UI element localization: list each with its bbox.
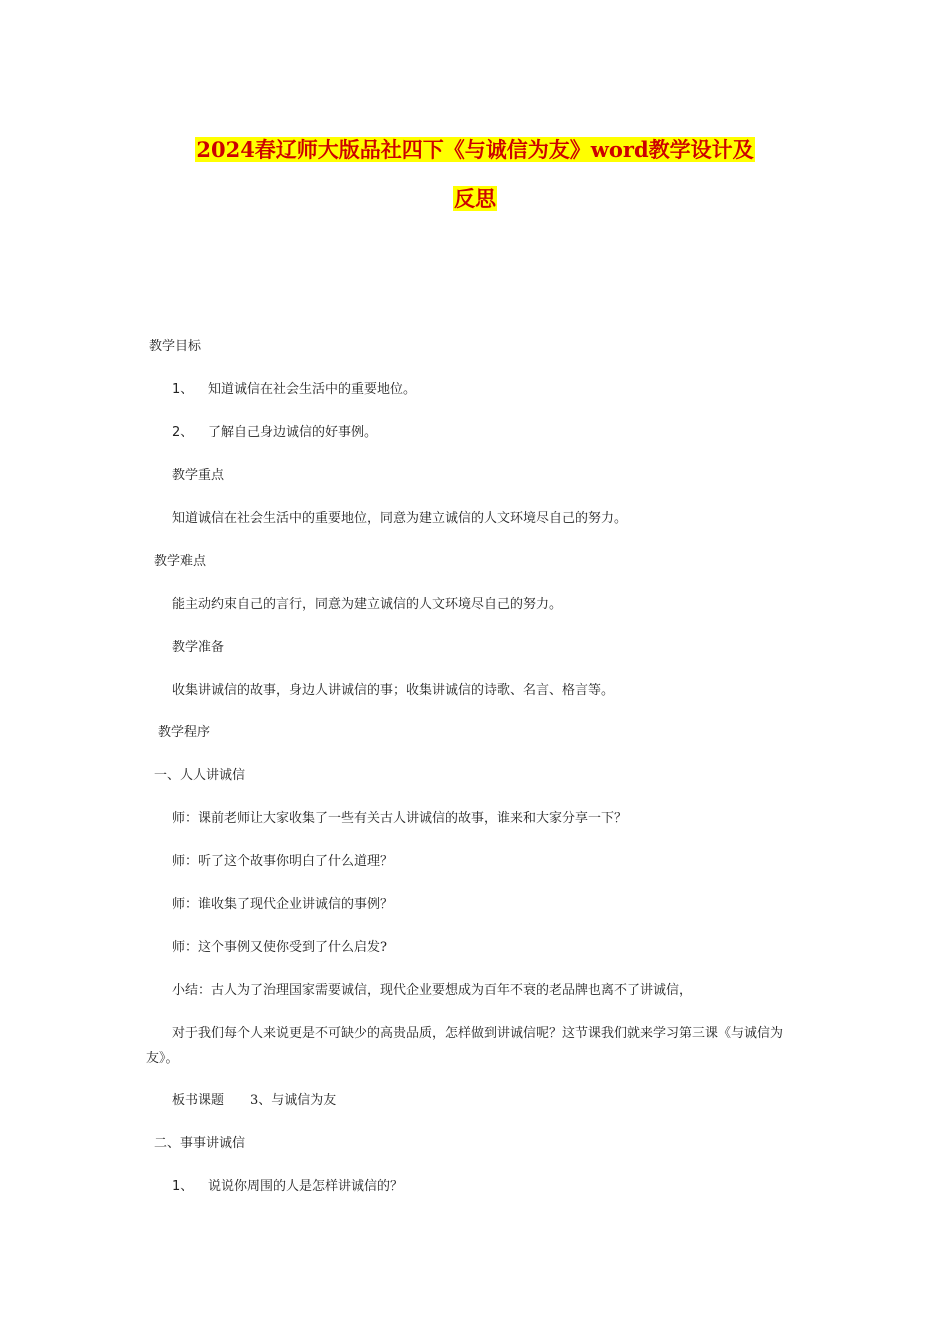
section-2-heading: 二、事事讲诚信	[154, 1136, 246, 1151]
section-2-item-1-number: 1、	[172, 1179, 194, 1194]
section-2-item-1-text: 说说你周围的人是怎样讲诚信的？	[208, 1179, 404, 1194]
board-title-line	[172, 1091, 336, 1111]
section-1-heading: 一、人人讲诚信	[154, 768, 246, 783]
section-1-paragraph: 对于我们每个人来说更是不可缺少的高贵品质，怎样做到讲诚信呢？这节课我们就来学习第三课《与诚信为友》。	[146, 1026, 784, 1066]
section-1-line-1: 师：课前老师让大家收集了一些有关古人讲诚信的故事，谁来和大家分享一下？	[172, 811, 628, 826]
board-title: 3、与诚信为友	[250, 1093, 337, 1108]
goal-item-2-text: 了解自己身边诚信的好事例。	[208, 425, 378, 440]
key-text: 知道诚信在社会生活中的重要地位，同意为建立诚信的人文环境尽自己的努力。	[172, 511, 628, 526]
key-heading: 教学重点	[172, 468, 225, 483]
goal-item-2	[172, 423, 377, 443]
goal-item-1-text: 知道诚信在社会生活中的重要地位。	[208, 382, 417, 397]
procedure-heading: 教学程序	[158, 725, 211, 740]
board-label: 板书课题	[172, 1093, 225, 1108]
difficulty-text: 能主动约束自己的言行，同意为建立诚信的人文环境尽自己的努力。	[172, 597, 563, 612]
section-2-item-1	[172, 1177, 403, 1197]
goal-heading: 教学目标	[149, 339, 202, 354]
goal-item-1	[172, 380, 416, 400]
section-1-line-4: 师：这个事例又使你受到了什么启发?	[172, 940, 387, 955]
prep-text: 收集讲诚信的故事，身边人讲诚信的事；收集讲诚信的诗歌、名言、格言等。	[172, 683, 615, 698]
prep-heading: 教学准备	[172, 640, 225, 655]
goal-item-2-number: 2、	[172, 425, 194, 440]
section-1-line-3: 师：谁收集了现代企业讲诚信的事例？	[172, 897, 394, 912]
difficulty-heading: 教学难点	[154, 554, 207, 569]
goal-item-1-number: 1、	[172, 382, 194, 397]
document-title-line-1: 2024春辽师大版品社四下《与诚信为友》word教学设计及	[196, 137, 754, 162]
section-1-line-2: 师：听了这个故事你明白了什么道理？	[172, 854, 394, 869]
document-title-line-2: 反思	[454, 186, 496, 211]
section-1-summary: 小结：古人为了治理国家需要诚信，现代企业要想成为百年不衰的老品牌也离不了讲诚信，	[172, 983, 693, 998]
